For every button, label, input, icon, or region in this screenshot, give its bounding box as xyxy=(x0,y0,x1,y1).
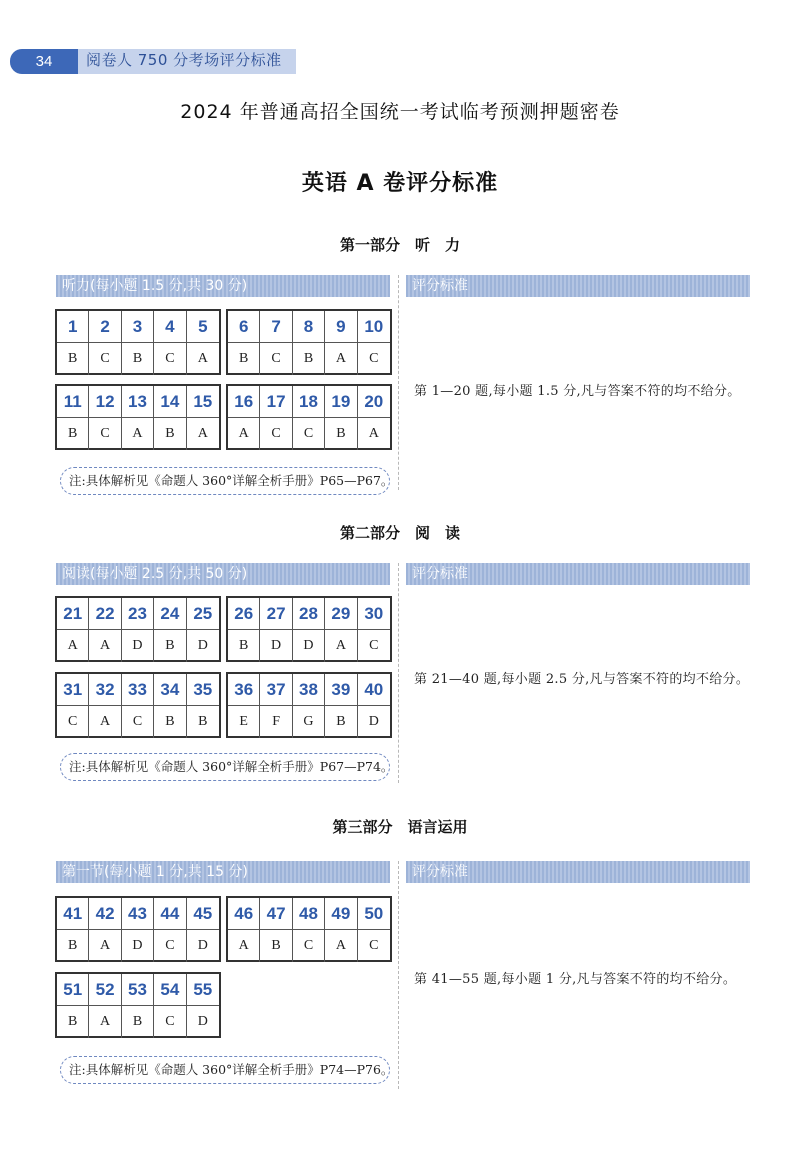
answer-group xyxy=(55,672,221,738)
answer-value: F xyxy=(260,706,292,738)
answer-value: A xyxy=(325,630,357,662)
answer-value: C xyxy=(293,930,325,962)
answer-value: B xyxy=(122,1006,154,1038)
answer-value: B xyxy=(260,930,292,962)
question-number: 18 xyxy=(293,386,325,418)
answer-group xyxy=(55,309,221,375)
question-number: 3 xyxy=(122,311,154,343)
answer-value: C xyxy=(122,706,154,738)
question-number: 37 xyxy=(260,674,292,706)
sub-title: 英语 A 卷评分标准 xyxy=(301,171,499,196)
main-title: 2024 年普通高招全国统一考试临考预测押题密卷 xyxy=(180,101,620,123)
answer-value: C xyxy=(154,343,186,375)
answer-value: B xyxy=(57,343,89,375)
answer-value: B xyxy=(154,630,186,662)
answer-value: B xyxy=(228,630,260,662)
criteria-bar-listening: 评分标准 xyxy=(406,275,750,297)
answer-value: C xyxy=(260,418,292,450)
question-number: 10 xyxy=(358,311,390,343)
answer-value: B xyxy=(228,343,260,375)
answer-value: B xyxy=(122,343,154,375)
answer-group xyxy=(55,596,221,662)
answer-value: A xyxy=(57,630,89,662)
criteria-bar-language-use: 评分标准 xyxy=(406,861,750,883)
question-number: 54 xyxy=(154,974,186,1006)
question-number: 51 xyxy=(57,974,89,1006)
analysis-note: 注:具体解析见《命题人 360°详解全析手册》P67—P74。 xyxy=(60,753,390,781)
answer-value: B xyxy=(154,706,186,738)
question-number: 8 xyxy=(293,311,325,343)
question-number: 13 xyxy=(122,386,154,418)
question-number: 6 xyxy=(228,311,260,343)
answer-value: A xyxy=(197,426,208,441)
answer-group xyxy=(226,596,392,662)
answer-value: D xyxy=(197,1014,208,1029)
part-title-listening: 第一部分 听 力 xyxy=(339,236,460,254)
question-number: 47 xyxy=(260,898,292,930)
question-number: 28 xyxy=(293,598,325,630)
scoring-criteria: 第 21—40 题,每小题 2.5 分,凡与答案不符的均不给分。 xyxy=(414,672,750,687)
section-bar-reading: 阅读(每小题 2.5 分,共 50 分) xyxy=(56,563,390,585)
question-number: 5 xyxy=(187,311,219,343)
analysis-note: 注:具体解析见《命题人 360°详解全析手册》P65—P67。 xyxy=(60,467,390,495)
question-number: 12 xyxy=(89,386,121,418)
answer-group xyxy=(226,672,392,738)
question-number: 26 xyxy=(228,598,260,630)
question-number: 22 xyxy=(89,598,121,630)
question-number: 29 xyxy=(325,598,357,630)
answer-value: A xyxy=(89,1006,121,1038)
answer-value: A xyxy=(89,630,121,662)
answer-value: B xyxy=(293,343,325,375)
question-number: 21 xyxy=(57,598,89,630)
answer-value: C xyxy=(89,343,121,375)
question-number: 55 xyxy=(187,974,219,1006)
answer-value: A xyxy=(228,418,260,450)
answer-value: B xyxy=(57,1006,89,1038)
question-number: 25 xyxy=(187,598,219,630)
question-number: 43 xyxy=(122,898,154,930)
divider-line xyxy=(398,563,399,783)
question-number: 48 xyxy=(293,898,325,930)
answer-value: B xyxy=(154,418,186,450)
question-number: 14 xyxy=(154,386,186,418)
answer-value: D xyxy=(197,938,208,953)
answer-value: A xyxy=(368,426,379,441)
answer-value: B xyxy=(198,714,208,729)
answer-value: A xyxy=(197,351,208,366)
question-number: 52 xyxy=(89,974,121,1006)
question-number: 35 xyxy=(187,674,219,706)
answer-group xyxy=(55,896,221,962)
answer-value: C xyxy=(369,938,379,953)
question-number: 31 xyxy=(57,674,89,706)
answer-value: A xyxy=(89,930,121,962)
question-number: 32 xyxy=(89,674,121,706)
answer-value: D xyxy=(368,714,379,729)
question-number: 20 xyxy=(358,386,390,418)
question-number: 53 xyxy=(122,974,154,1006)
question-number: 17 xyxy=(260,386,292,418)
question-number: 40 xyxy=(358,674,390,706)
answer-group xyxy=(55,972,221,1038)
answer-group xyxy=(55,384,221,450)
question-number: 27 xyxy=(260,598,292,630)
question-number: 1 xyxy=(57,311,89,343)
answer-value: B xyxy=(325,706,357,738)
answer-value: C xyxy=(260,343,292,375)
header-title: 阅卷人 750 分考场评分标准 xyxy=(86,51,282,69)
answer-group xyxy=(226,309,392,375)
question-number: 38 xyxy=(293,674,325,706)
question-number: 2 xyxy=(89,311,121,343)
answer-value: A xyxy=(89,706,121,738)
answer-value: C xyxy=(293,418,325,450)
answer-value: A xyxy=(325,930,357,962)
criteria-bar-reading: 评分标准 xyxy=(406,563,750,585)
answer-value: E xyxy=(228,706,260,738)
question-number: 34 xyxy=(154,674,186,706)
question-number: 49 xyxy=(325,898,357,930)
answer-group xyxy=(226,896,392,962)
question-number: 41 xyxy=(57,898,89,930)
question-number: 30 xyxy=(358,598,390,630)
question-number: 39 xyxy=(325,674,357,706)
question-number: 50 xyxy=(358,898,390,930)
answer-value: A xyxy=(325,343,357,375)
question-number: 33 xyxy=(122,674,154,706)
answer-value: C xyxy=(369,638,379,653)
scoring-criteria: 第 41—55 题,每小题 1 分,凡与答案不符的均不给分。 xyxy=(414,972,737,987)
section-bar-language-use: 第一节(每小题 1 分,共 15 分) xyxy=(56,861,390,883)
analysis-note: 注:具体解析见《命题人 360°详解全析手册》P74—P76。 xyxy=(60,1056,390,1084)
question-number: 24 xyxy=(154,598,186,630)
question-number: 4 xyxy=(154,311,186,343)
divider-line xyxy=(398,275,399,490)
answer-value: A xyxy=(122,418,154,450)
question-number: 7 xyxy=(260,311,292,343)
question-number: 44 xyxy=(154,898,186,930)
answer-value: C xyxy=(154,930,186,962)
answer-value: C xyxy=(369,351,379,366)
question-number: 46 xyxy=(228,898,260,930)
part-title-language-use: 第三部分 语言运用 xyxy=(332,818,468,836)
section-bar-listening: 听力(每小题 1.5 分,共 30 分) xyxy=(56,275,390,297)
answer-value: D xyxy=(122,630,154,662)
question-number: 45 xyxy=(187,898,219,930)
answer-value: C xyxy=(57,706,89,738)
part-title-reading: 第二部分 阅 读 xyxy=(339,524,460,542)
question-number: 42 xyxy=(89,898,121,930)
question-number: 16 xyxy=(228,386,260,418)
question-number: 9 xyxy=(325,311,357,343)
answer-value: D xyxy=(293,630,325,662)
answer-value: G xyxy=(293,706,325,738)
question-number: 11 xyxy=(57,386,89,418)
answer-value: B xyxy=(57,418,89,450)
question-number: 19 xyxy=(325,386,357,418)
answer-value: D xyxy=(122,930,154,962)
answer-group xyxy=(226,384,392,450)
answer-value: C xyxy=(154,1006,186,1038)
question-number: 23 xyxy=(122,598,154,630)
scoring-criteria: 第 1—20 题,每小题 1.5 分,凡与答案不符的均不给分。 xyxy=(414,384,741,399)
answer-value: D xyxy=(260,630,292,662)
divider-line xyxy=(398,861,399,1089)
page-number: 34 xyxy=(10,49,78,74)
question-number: 36 xyxy=(228,674,260,706)
answer-value: A xyxy=(228,930,260,962)
answer-value: D xyxy=(197,638,208,653)
answer-value: B xyxy=(325,418,357,450)
answer-value: C xyxy=(89,418,121,450)
question-number: 15 xyxy=(187,386,219,418)
answer-value: B xyxy=(57,930,89,962)
